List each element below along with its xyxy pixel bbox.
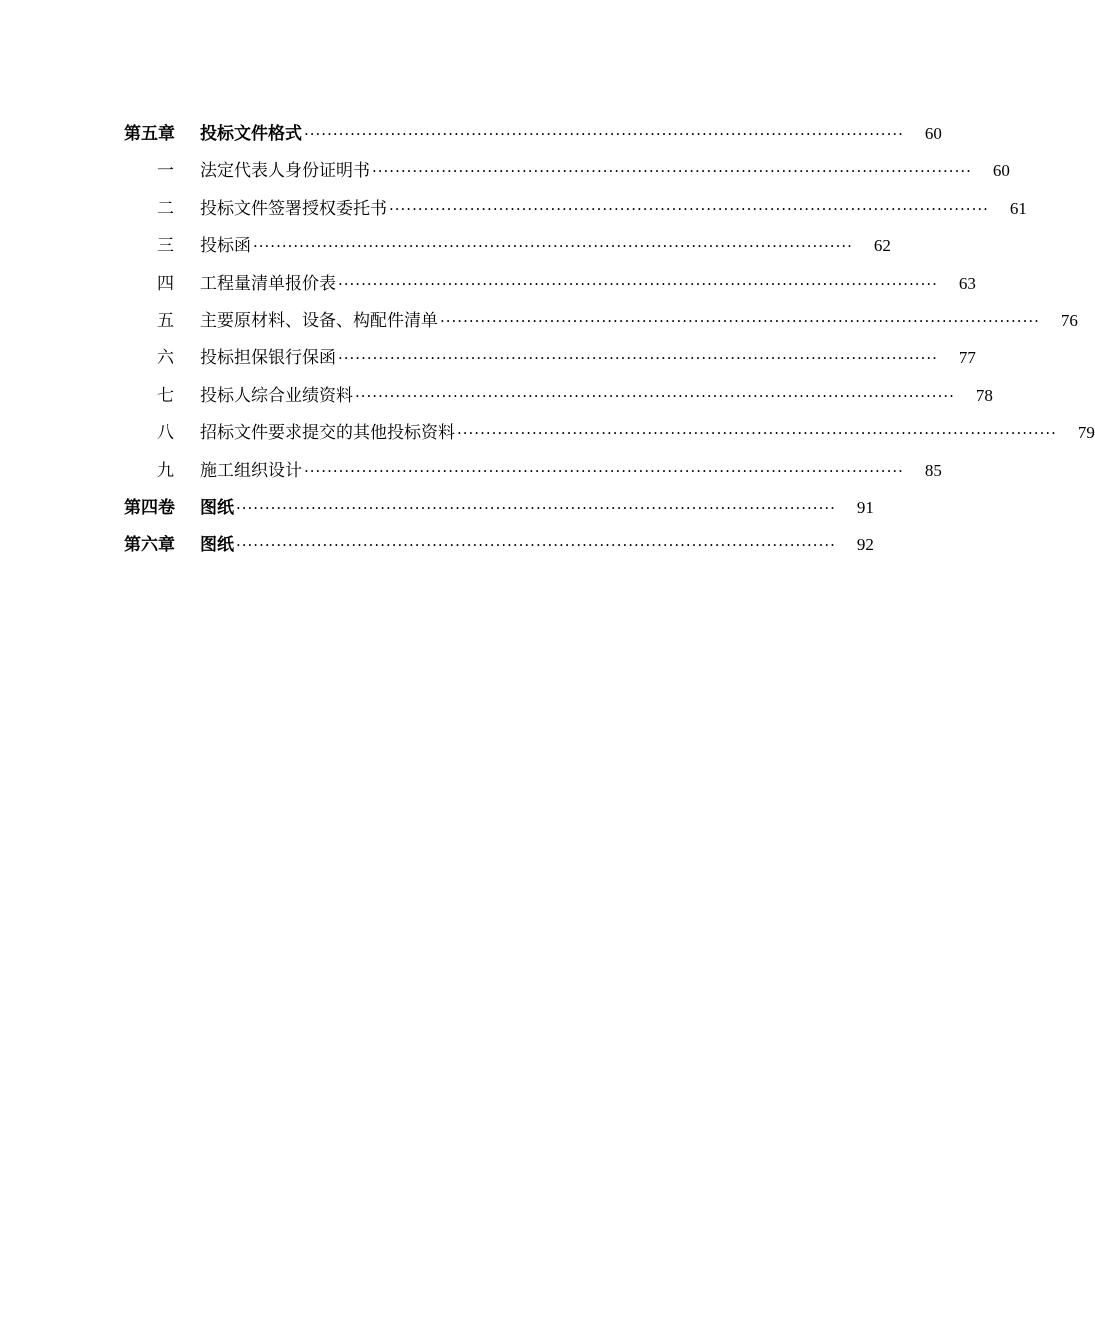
toc-entry-number: 九 [157, 460, 174, 481]
toc-entry-page: 62 [873, 236, 891, 256]
toc-entry-number: 四 [157, 273, 174, 294]
toc-entry-number: 一 [157, 161, 174, 182]
toc-entry-page: 91 [856, 497, 874, 517]
dot-leader: ········································································································ [338, 349, 938, 368]
toc-entry-title: 主要原材料、设备、构配件清单 [200, 310, 438, 331]
toc-entry-page: 61 [1009, 198, 1027, 218]
toc-entry-chapter-6[interactable] [124, 526, 874, 563]
toc-entry-number: 五 [157, 310, 174, 331]
dot-leader: ········································································································ [355, 386, 955, 405]
toc-entry-page: 92 [856, 535, 874, 555]
dot-leader: ········································································································ [253, 237, 853, 256]
toc-entry-title: 图纸 [200, 535, 234, 556]
toc-entry-chapter-5[interactable] [124, 115, 942, 152]
toc-entry-section-8[interactable] [124, 414, 1095, 451]
toc-entry-title: 投标文件格式 [200, 124, 302, 144]
toc-entry-page: 77 [958, 348, 976, 368]
toc-entry-page: 78 [975, 385, 993, 405]
toc-entry-page: 60 [992, 161, 1010, 181]
toc-entry-title: 投标文件签署授权委托书 [200, 198, 387, 219]
dot-leader: ········································································································ [457, 424, 1057, 443]
toc-entry-number: 第六章 [124, 535, 175, 556]
dot-leader: ········································································································ [338, 274, 938, 293]
toc-entry-number: 六 [157, 348, 174, 369]
toc-entry-page: 63 [958, 273, 976, 293]
toc-entry-title: 施工组织设计 [200, 460, 302, 481]
toc-entry-section-6[interactable] [124, 339, 976, 376]
toc-entry-title: 图纸 [200, 497, 234, 518]
toc-entry-section-9[interactable] [124, 452, 942, 489]
dot-leader: ········································································································ [304, 461, 904, 480]
toc-entry-number: 第四卷 [124, 497, 175, 518]
toc-entry-section-2[interactable] [124, 190, 1027, 227]
toc-entry-number: 第五章 [124, 124, 175, 144]
toc-entry-volume-4[interactable] [124, 489, 874, 526]
toc-entry-title: 招标文件要求提交的其他投标资料 [200, 423, 455, 444]
dot-leader: ········································································································ [236, 536, 836, 555]
toc-entry-page: 79 [1077, 423, 1095, 443]
toc-entry-section-3[interactable] [124, 227, 891, 264]
toc-entry-page: 76 [1060, 310, 1078, 330]
dot-leader: ········································································································ [372, 162, 972, 181]
toc-entry-number: 三 [157, 236, 174, 257]
toc-entry-number: 二 [157, 198, 174, 219]
toc-entry-number: 八 [157, 423, 174, 444]
dot-leader: ········································································································ [304, 125, 904, 143]
toc-entry-number: 七 [157, 385, 174, 406]
toc-entry-section-5[interactable] [124, 302, 1078, 339]
toc-entry-section-1[interactable] [124, 152, 1010, 189]
toc-entry-title: 法定代表人身份证明书 [200, 161, 370, 182]
dot-leader: ········································································································ [236, 498, 836, 517]
toc-entry-page: 60 [924, 124, 942, 143]
toc-entry-section-7[interactable] [124, 377, 993, 414]
toc-entry-title: 投标担保银行保函 [200, 348, 336, 369]
toc-entry-title: 工程量清单报价表 [200, 273, 336, 294]
table-of-contents [124, 115, 1095, 564]
toc-entry-title: 投标人综合业绩资料 [200, 385, 353, 406]
toc-entry-section-4[interactable] [124, 265, 976, 302]
dot-leader: ········································································································ [389, 199, 989, 218]
dot-leader: ········································································································ [440, 311, 1040, 330]
toc-entry-page: 85 [924, 460, 942, 480]
toc-entry-title: 投标函 [200, 236, 251, 257]
